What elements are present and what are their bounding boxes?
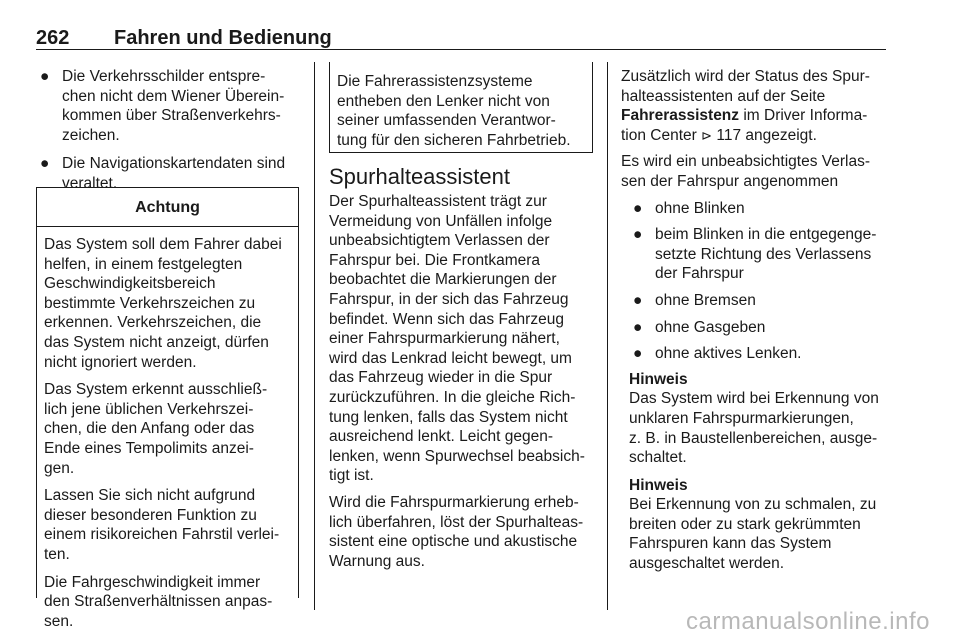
list-item: ● ohne Bremsen — [633, 291, 756, 309]
list-item: ● ohne Blinken — [633, 199, 745, 217]
warning-box — [36, 187, 299, 630]
column-divider-right — [607, 62, 608, 610]
warning-paragraph: Die Fahrgeschwindigkeit immer den Straßenverhältnissen anpas- sen. — [44, 573, 273, 630]
body-paragraph: Der Spurhalteassistent trägt zur Vermeidung von Unfällen infolge unbeabsichtigtem Verlassen der Fahrspur bei. Die Frontkamera beobachtet die Markierungen der Fahrspur, in der sich das Fahrzeug befindet. Wenn sich das Fahrzeug einer Fahrspurmarkierung nähert, wird das Lenkrad leicht bewegt, um das Fahrzeug wieder in die Spur zurückzuführen. In die gleiche Rich- tung lenken, falls das System nicht ausreichend lenkt. Leicht gegen- lenken, wenn Spurwechsel beabsich- tigt ist. — [329, 193, 585, 485]
hint-title: Hinweis — [629, 476, 688, 494]
bullet-icon: ● — [40, 155, 50, 173]
section-heading: Spurhalteassistent — [329, 164, 510, 189]
column-divider-left — [314, 62, 315, 610]
hint-block: Hinweis Das System wird bei Erkennung von unklaren Fahrspurmarkierungen, z. B. in Baustellenbereichen, ausge- schaltet. — [629, 370, 879, 467]
bullet-icon: ● — [633, 226, 643, 244]
column-1 — [36, 67, 300, 194]
header-rule — [36, 49, 886, 50]
hint-block: Hinweis Bei Erkennung von zu schmalen, zu breiten oder zu stark gekrümmten Fahrspuren kann das System ausgeschaltet werden. — [629, 476, 877, 573]
list-item: ● Die Navigationskartendaten sind veraltet. — [40, 155, 286, 192]
note-box — [329, 62, 593, 153]
column-2 — [329, 192, 604, 571]
list-item: ● ohne aktives Lenken. — [633, 345, 802, 363]
body-paragraph: Es wird ein unbeabsichtigtes Verlas- sen der Fahrspur angenommen — [621, 153, 870, 190]
note-text: Die Fahrerassistenzsysteme entheben den Lenker nicht von seiner umfassenden Verantwor- tung für den sicheren Fahrbetrieb. — [337, 73, 571, 149]
warning-paragraph: Das System soll dem Fahrer dabei helfen, in einem festgelegten Geschwindigkeitsbereich bestimmte Verkehrszeichen zu erkennen. Verkehrszeichen, die das System nicht anzeigt, dürfen nicht ignoriert werden. — [44, 236, 282, 371]
warning-body — [44, 235, 298, 631]
warning-paragraph: Das System erkennt ausschließ- lich jene üblichen Verkehrszei- chen, die den Anfang oder das Ende eines Tempolimits anzei- gen. — [44, 381, 268, 477]
bullet-icon: ● — [633, 345, 643, 363]
list-item: ● beim Blinken in die entgegenge- setzte Richtung des Verlassens der Fahrspur — [633, 226, 877, 283]
warning-title: Achtung — [37, 188, 298, 227]
body-paragraph: Wird die Fahrspurmarkierung erheb- lich überfahren, löst der Spurhalteas- sistent eine optische und akustische Warnung aus. — [329, 493, 584, 570]
column-3 — [621, 67, 891, 574]
intro-paragraph: Zusätzlich wird der Status des Spur- halteassistenten auf der Seite Fahrerassistenz im Driver Informa- tion Center ⊳ 117 angezeigt. — [621, 68, 870, 144]
page-reference-arrow-icon: ⊳ — [701, 127, 713, 143]
bullet-icon: ● — [633, 199, 643, 217]
bullet-icon: ● — [40, 68, 50, 85]
bullet-icon: ● — [633, 318, 643, 336]
page-header — [36, 27, 886, 51]
list-item: ● Die Verkehrsschilder entspre- chen nicht dem Wiener Überein- kommen über Straßenverkehrs- zeichen. — [40, 68, 285, 144]
bullet-list — [36, 67, 300, 194]
chapter-title: Fahren und Bedienung — [114, 27, 332, 49]
menu-name: Fahrerassistenz — [621, 107, 740, 125]
hint-title: Hinweis — [629, 370, 688, 388]
bullet-icon: ● — [633, 291, 643, 309]
watermark: carmanualsonline.info — [686, 608, 930, 635]
bullet-list — [621, 199, 891, 364]
page-number: 262 — [36, 27, 70, 49]
list-item: ● ohne Gasgeben — [633, 318, 766, 336]
warning-paragraph: Lassen Sie sich nicht aufgrund dieser besonderen Funktion zu einem risikoreichen Fahrstil verlei- ten. — [44, 487, 280, 563]
